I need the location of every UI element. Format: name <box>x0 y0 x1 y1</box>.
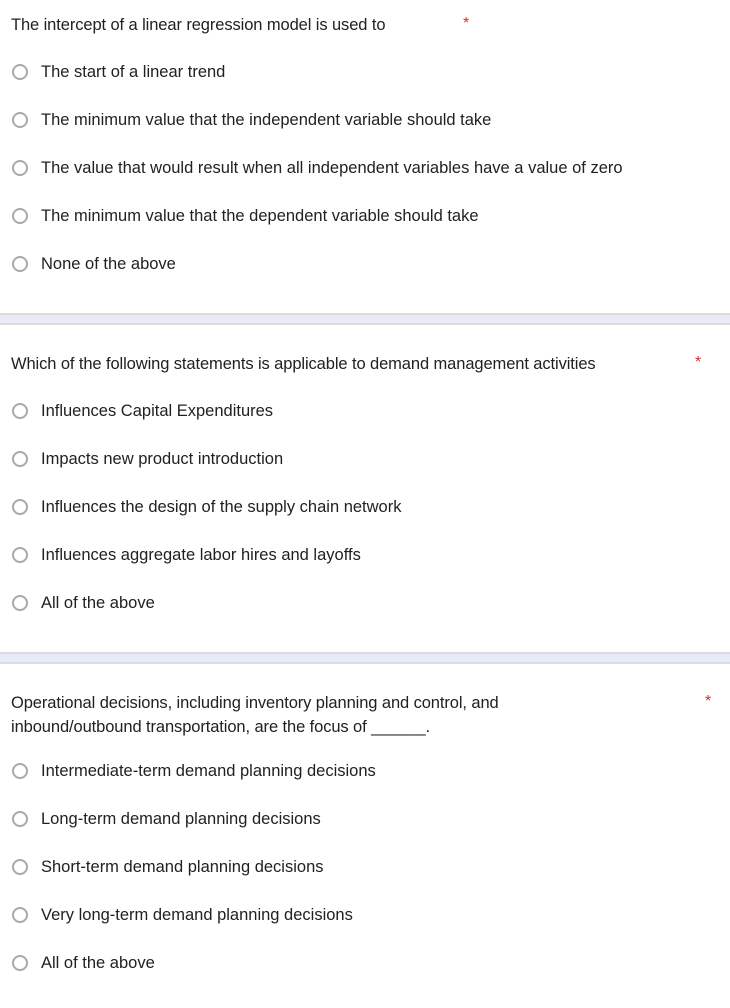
option-label: All of the above <box>41 953 155 972</box>
question-title-line-1: Operational decisions, including inventory planning and control, and <box>11 694 499 712</box>
option-label: Impacts new product introduction <box>41 449 284 468</box>
option-label: Influences aggregate labor hires and layoffs <box>41 545 361 564</box>
radio-option[interactable] <box>11 447 283 471</box>
radio-circle-icon[interactable] <box>12 547 28 563</box>
radio-circle-icon[interactable] <box>12 451 28 467</box>
option-label: Short-term demand planning decisions <box>41 857 324 876</box>
question-title: Which of the following statements is applicable to demand management activities <box>11 355 596 373</box>
option-label: The value that would result when all independent variables have a value of zero <box>41 158 623 177</box>
radio-option[interactable] <box>11 108 491 132</box>
option-label: Intermediate-term demand planning decisions <box>41 761 376 780</box>
option-label: None of the above <box>41 254 176 273</box>
question-title-line-2: inbound/outbound transportation, are the focus of ______. <box>11 718 431 736</box>
option-label: The minimum value that the independent variable should take <box>41 110 492 129</box>
section-divider <box>0 652 730 664</box>
radio-option[interactable] <box>11 252 176 276</box>
radio-circle-icon[interactable] <box>12 499 28 515</box>
radio-circle-icon[interactable] <box>12 112 28 128</box>
option-label: The start of a linear trend <box>41 62 226 81</box>
radio-option[interactable] <box>11 543 361 567</box>
radio-option[interactable] <box>11 204 479 228</box>
radio-option[interactable] <box>11 855 324 879</box>
option-label: Long-term demand planning decisions <box>41 809 321 828</box>
radio-option[interactable] <box>11 399 273 423</box>
radio-option[interactable] <box>11 951 155 975</box>
radio-option[interactable] <box>11 156 623 180</box>
radio-option[interactable] <box>11 807 321 831</box>
radio-circle-icon[interactable] <box>12 64 28 80</box>
option-label: Influences the design of the supply chain network <box>41 497 402 516</box>
required-asterisk: * <box>463 15 470 32</box>
radio-circle-icon[interactable] <box>12 595 28 611</box>
option-label: The minimum value that the dependent variable should take <box>41 206 479 225</box>
option-label: Influences Capital Expenditures <box>41 401 274 420</box>
radio-option[interactable] <box>11 60 225 84</box>
required-asterisk: * <box>695 354 702 371</box>
required-asterisk: * <box>705 693 712 710</box>
radio-circle-icon[interactable] <box>12 160 28 176</box>
radio-circle-icon[interactable] <box>12 955 28 971</box>
radio-option[interactable] <box>11 495 401 519</box>
radio-option[interactable] <box>11 903 353 927</box>
option-label: Very long-term demand planning decisions <box>41 905 353 924</box>
question-title: The intercept of a linear regression model is used to <box>11 16 386 34</box>
radio-circle-icon[interactable] <box>12 811 28 827</box>
radio-circle-icon[interactable] <box>12 907 28 923</box>
section-divider <box>0 313 730 325</box>
radio-circle-icon[interactable] <box>12 763 28 779</box>
radio-option[interactable] <box>11 759 376 783</box>
option-label: All of the above <box>41 593 155 612</box>
radio-circle-icon[interactable] <box>12 208 28 224</box>
radio-circle-icon[interactable] <box>12 859 28 875</box>
radio-circle-icon[interactable] <box>12 256 28 272</box>
radio-option[interactable] <box>11 591 155 615</box>
radio-circle-icon[interactable] <box>12 403 28 419</box>
